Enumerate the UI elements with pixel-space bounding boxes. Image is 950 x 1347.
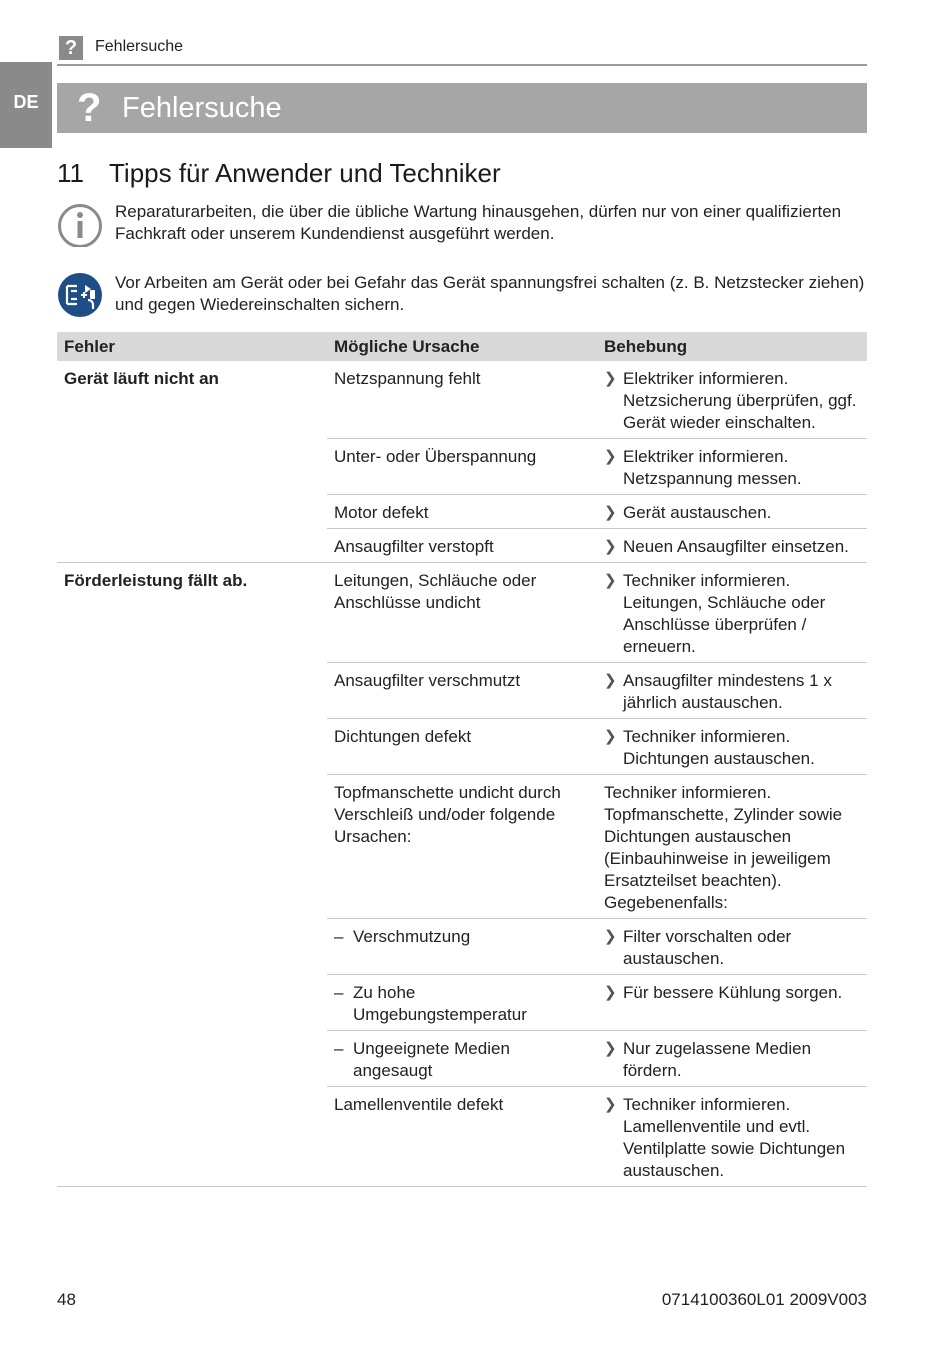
chevron-right-icon: ❯ xyxy=(604,728,617,745)
dash-bullet: – xyxy=(334,983,344,1002)
header-remedy: Behebung xyxy=(597,332,867,361)
dash-bullet: – xyxy=(334,1039,344,1058)
cause-cell: Ansaugfilter verstopft xyxy=(327,529,597,563)
chevron-right-icon: ❯ xyxy=(604,1040,617,1057)
table-row xyxy=(57,663,867,719)
chevron-right-icon: ❯ xyxy=(604,672,617,689)
table-row xyxy=(57,919,867,975)
table-row xyxy=(57,529,867,563)
section-number: 11 xyxy=(57,158,84,188)
info-icon xyxy=(57,201,103,247)
header-cause: Mögliche Ursache xyxy=(327,332,597,361)
cause-cell: Netzspannung fehlt xyxy=(334,369,481,388)
header-fault: Fehler xyxy=(57,332,327,361)
dash-bullet: – xyxy=(334,927,344,946)
cause-cell: Motor defekt xyxy=(327,495,597,529)
remedy-cell: ❯ Elektriker informieren. Netzsicherung überprüfen, ggf. Gerät wieder einschalten. xyxy=(604,369,857,432)
cause-cell: Dichtungen defekt xyxy=(327,719,597,775)
chevron-right-icon: ❯ xyxy=(604,538,617,555)
section-title: Tipps für Anwender und Techniker xyxy=(109,158,501,188)
troubleshooting-table xyxy=(57,332,867,1187)
cause-cell: – Zu hohe Umgebungstemperatur xyxy=(327,975,597,1031)
cause-cell: Lamellenventile defekt xyxy=(327,1087,597,1187)
fault-cell xyxy=(57,529,327,563)
remedy-cell: ❯ Techniker informieren. Lamellenventile und evtl. Ventilplatte sowie Dichtungen austauschen. xyxy=(597,1087,867,1187)
table-row xyxy=(57,975,867,1031)
info-note-text: Reparaturarbeiten, die über die übliche Wartung hinausgehen, dürfen nur von einer qualifizierten Fachkraft oder unserem Kundendienst ausgeführt werden. xyxy=(115,202,842,243)
remedy-cell: Techniker informieren. Topfmanschette, Zylinder sowie Dichtungen austauschen (Einbauhinweise in jeweiligem Ersatzteilset beachten). Gegebenenfalls: xyxy=(597,775,867,919)
cause-cell: Ansaugfilter verschmutzt xyxy=(327,663,597,719)
table-row xyxy=(57,563,867,663)
remedy-extra: Gegebenenfalls: xyxy=(604,893,728,912)
chevron-right-icon: ❯ xyxy=(604,928,617,945)
chapter-title: Fehlersuche xyxy=(122,92,282,124)
table-row xyxy=(57,361,867,439)
remedy-cell: ❯ Techniker informieren. Leitungen, Schläuche oder Anschlüsse überprüfen / erneuern. xyxy=(597,563,867,663)
document-code: 0714100360L01 2009V003 xyxy=(661,1290,867,1309)
page-number: 48 xyxy=(57,1290,76,1309)
table-row xyxy=(57,719,867,775)
chevron-right-icon: ❯ xyxy=(604,504,617,521)
warning-note-text: Vor Arbeiten am Gerät oder bei Gefahr das Gerät spannungsfrei schalten (z. B. Netzstecker ziehen) und gegen Wiedereinschalten sichern. xyxy=(115,273,865,314)
fault-cell xyxy=(57,719,327,775)
question-icon: ? xyxy=(59,36,83,60)
remedy-cell: ❯ Gerät austauschen. xyxy=(597,495,867,529)
fault-cell xyxy=(57,1031,327,1087)
chevron-right-icon: ❯ xyxy=(604,984,617,1001)
question-icon: ? xyxy=(77,86,102,130)
chapter-banner xyxy=(57,83,867,133)
table-row xyxy=(57,775,867,919)
cause-cell: – Ungeeignete Medien angesaugt xyxy=(327,1031,597,1087)
fault-cell xyxy=(57,439,327,495)
running-header-title: Fehlersuche xyxy=(95,38,184,55)
fault-cell: Förderleistung fällt ab. xyxy=(57,563,327,663)
remedy-cell: ❯ Für bessere Kühlung sorgen. xyxy=(597,975,867,1031)
section-heading xyxy=(57,158,501,189)
fault-cell xyxy=(57,975,327,1031)
chevron-right-icon: ❯ xyxy=(604,572,617,589)
language-tab xyxy=(0,62,52,148)
language-label: DE xyxy=(13,92,39,112)
remedy-cell: ❯ Ansaugfilter mindestens 1 x jährlich austauschen. xyxy=(597,663,867,719)
cause-cell: – Verschmutzung xyxy=(327,919,597,975)
remedy-cell: ❯ Filter vorschalten oder austauschen. xyxy=(597,919,867,975)
cause-cell: Unter- oder Überspannung xyxy=(327,439,597,495)
fault-cell xyxy=(57,663,327,719)
table-header-row xyxy=(57,332,867,361)
remedy-cell: ❯ Elektriker informieren. Netzspannung messen. xyxy=(597,439,867,495)
fault-cell xyxy=(57,1087,327,1187)
chevron-right-icon: ❯ xyxy=(604,1096,617,1113)
table-row xyxy=(57,439,867,495)
fault-cell xyxy=(57,775,327,919)
fault-cell xyxy=(57,495,327,529)
cause-cell: Leitungen, Schläuche oder Anschlüsse undicht xyxy=(327,563,597,663)
remedy-cell: ❯ Nur zugelassene Medien fördern. xyxy=(597,1031,867,1087)
fault-cell: Gerät läuft nicht an xyxy=(64,369,219,388)
remedy-cell: ❯ Neuen Ansaugfilter einsetzen. xyxy=(597,529,867,563)
chevron-right-icon: ❯ xyxy=(604,448,617,465)
fault-cell xyxy=(57,919,327,975)
disconnect-power-icon xyxy=(57,272,103,318)
table-row xyxy=(57,1031,867,1087)
running-header xyxy=(57,34,867,66)
cause-cell: Topfmanschette undicht durch Verschleiß und/oder folgende Ursachen: xyxy=(327,775,597,919)
table-row xyxy=(57,495,867,529)
remedy-cell: ❯ Techniker informieren. Dichtungen austauschen. xyxy=(597,719,867,775)
table-row xyxy=(57,1087,867,1187)
chevron-right-icon: ❯ xyxy=(604,370,617,387)
